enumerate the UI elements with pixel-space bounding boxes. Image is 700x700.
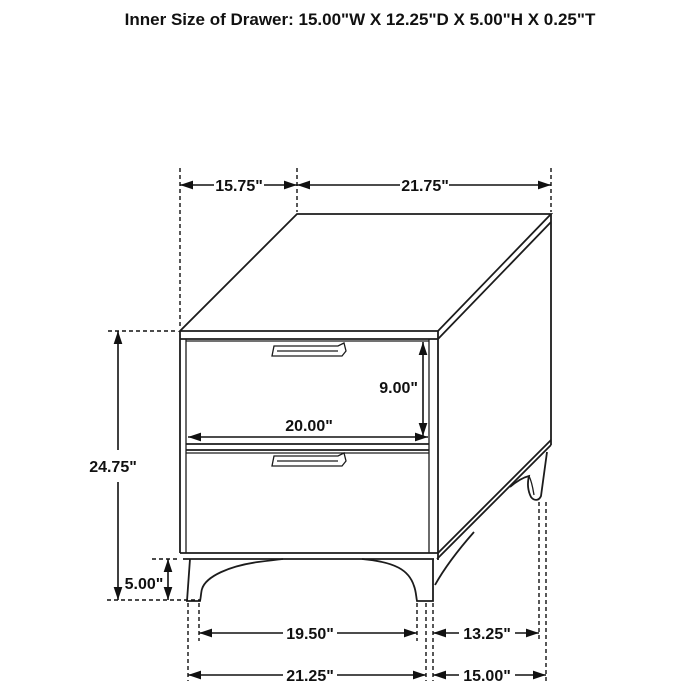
dim-label-top-width: 21.75" bbox=[401, 178, 449, 195]
dim-label-leg-height: 5.00" bbox=[124, 576, 164, 593]
dim-label-case-height: 24.75" bbox=[89, 459, 137, 476]
dim-label-drawer-width: 20.00" bbox=[285, 418, 333, 435]
dim-label-side-feet-inner: 13.25" bbox=[463, 626, 511, 643]
dim-label-front-feet-inner: 19.50" bbox=[286, 626, 334, 643]
dim-label-side-feet-outer: 15.00" bbox=[463, 668, 511, 685]
dim-label-front-feet-outer: 21.25" bbox=[286, 668, 334, 685]
dim-label-drawer-height: 9.00" bbox=[379, 380, 418, 397]
drawer-inner-size-title: Inner Size of Drawer: 15.00"W X 12.25"D X 5.00"H X 0.25"T bbox=[124, 10, 596, 29]
dim-label-top-depth: 15.75" bbox=[215, 178, 263, 195]
